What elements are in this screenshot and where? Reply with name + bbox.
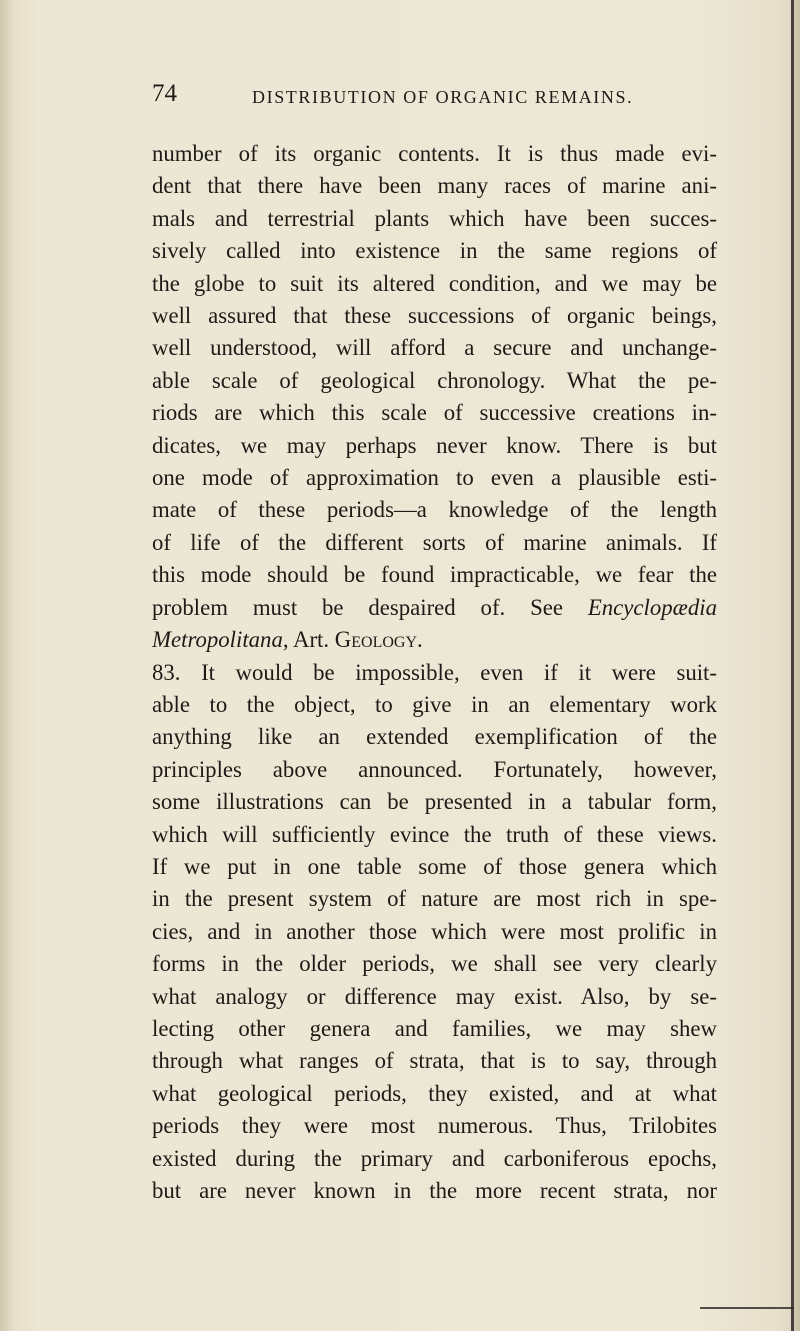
text-line: dicates, we may perhaps never know. There is but xyxy=(152,432,717,458)
text-line: cies, and in another those which were most prolific in xyxy=(152,918,717,944)
text-line: mate of these periods—a knowledge of the length xyxy=(152,497,717,523)
page-edge xyxy=(794,0,800,1331)
body-text xyxy=(152,138,717,1207)
text-line: sively called into existence in the same regions of xyxy=(152,238,717,264)
page-header xyxy=(152,80,712,114)
page-edge-line xyxy=(791,0,794,1331)
text-line: some illustrations can be presented in a tabular form, xyxy=(152,789,717,815)
text-line: periods they were most numerous. Thus, Trilobites xyxy=(152,1113,717,1139)
text-line xyxy=(152,592,717,624)
text-line: which will sufficiently evince the truth of these views. xyxy=(152,821,717,847)
small-caps-word: Geology. xyxy=(334,627,423,653)
text-line: forms in the older periods, we shall see very clearly xyxy=(152,951,717,977)
text-line: well assured that these successions of organic beings, xyxy=(152,303,717,329)
bottom-edge-line xyxy=(700,1307,794,1309)
text-line: principles above announced. Fortunately, however, xyxy=(152,756,717,782)
text-line: dent that there have been many races of marine ani- xyxy=(152,173,717,199)
text-line: one mode of approximation to even a plausible esti- xyxy=(152,465,717,491)
text-line: the globe to suit its altered condition, and we may be xyxy=(152,270,717,296)
text-line: number of its organic contents. It is thus made evi- xyxy=(152,141,717,166)
text-line: lecting other genera and families, we may shew xyxy=(152,1015,717,1041)
text-line xyxy=(152,624,717,656)
text-line: of life of the different sorts of marine animals. If xyxy=(152,529,717,555)
text-line: anything like an extended exemplification of the xyxy=(152,724,717,750)
text-line: in the present system of nature are most rich in spe- xyxy=(152,886,717,912)
text-span: , Art. xyxy=(282,627,335,653)
text-line: able scale of geological chronology. What the pe- xyxy=(152,367,717,393)
page-number: 74 xyxy=(152,80,177,107)
text-line: mals and terrestrial plants which have been succes- xyxy=(152,205,717,231)
italic-title: Metropolitana xyxy=(152,627,283,653)
text-line: this mode should be found impracticable, we fear the xyxy=(152,562,717,588)
text-line: but are never known in the more recent strata, nor xyxy=(152,1178,717,1203)
text-line: through what ranges of strata, that is to say, through xyxy=(152,1048,717,1074)
text-line: If we put in one table some of those genera which xyxy=(152,853,717,879)
text-line: what analogy or difference may exist. Also, by se- xyxy=(152,983,717,1009)
italic-title: Encyclopædia xyxy=(587,594,717,620)
text-span: problem must be despaired of. See xyxy=(152,594,588,620)
running-head: DISTRIBUTION OF ORGANIC REMAINS. xyxy=(252,87,634,107)
text-line: existed during the primary and carboniferous epochs, xyxy=(152,1145,717,1171)
gutter-shadow xyxy=(0,0,14,1331)
text-line: well understood, will afford a secure and unchange- xyxy=(152,335,717,361)
text-line: able to the object, to give in an elementary work xyxy=(152,691,717,717)
text-line: 83. It would be impossible, even if it were suit- xyxy=(152,659,717,685)
text-line: what geological periods, they existed, and at what xyxy=(152,1080,717,1106)
text-line: riods are which this scale of successive creations in- xyxy=(152,400,717,426)
